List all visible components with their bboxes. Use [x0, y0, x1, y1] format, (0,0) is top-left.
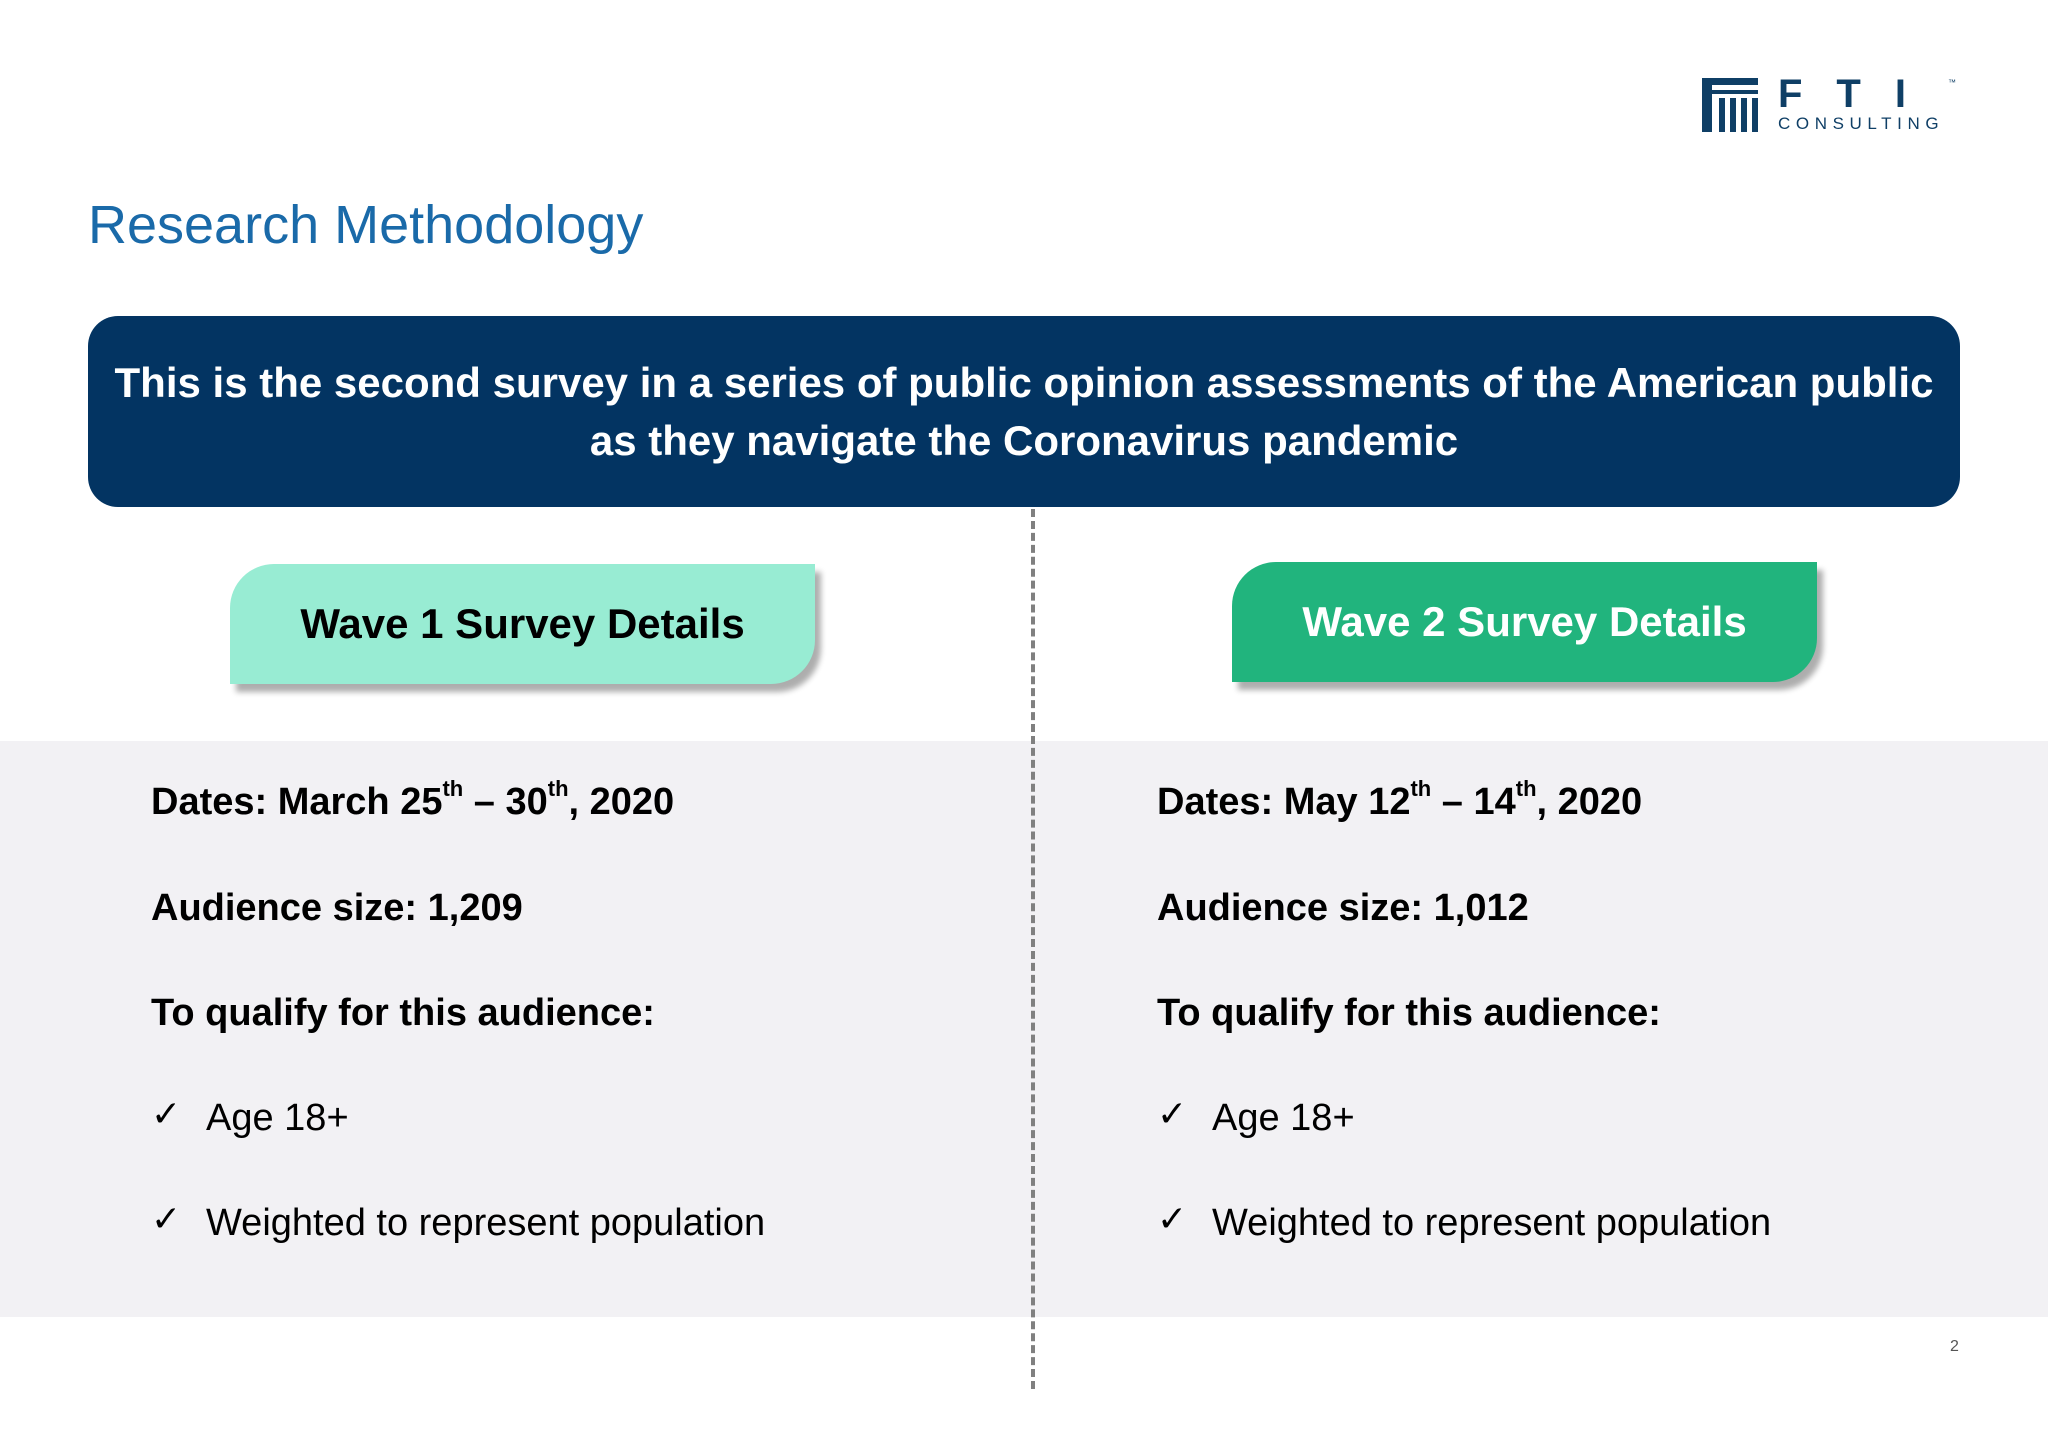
- wave-1-heading-pill: [230, 564, 815, 684]
- column-divider: [1031, 509, 1035, 1389]
- check-icon: ✓: [151, 1199, 182, 1240]
- wave-1-criterion-weighted: Weighted to represent population: [206, 1202, 766, 1244]
- check-icon: ✓: [1157, 1094, 1188, 1135]
- building-columns-icon: [1702, 78, 1758, 132]
- fti-consulting-logo: [1702, 72, 1962, 136]
- wave-1-heading: Wave 1 Survey Details: [300, 600, 745, 647]
- wave-2-criterion-weighted: Weighted to represent population: [1212, 1202, 1772, 1244]
- wave-2-audience-size: Audience size: 1,012: [1157, 887, 1529, 929]
- summary-banner: [88, 316, 1960, 507]
- banner-text: This is the second survey in a series of public opinion assessments of the American public as they navigate the Coronavirus pandemic: [114, 358, 1934, 464]
- wave-2-criterion-age: Age 18+: [1212, 1097, 1355, 1139]
- wave-1-qualify-heading: To qualify for this audience:: [151, 992, 655, 1034]
- wave-1-criterion-age: Age 18+: [206, 1097, 349, 1139]
- wave-1-dates: Dates: March 25th – 30th, 2020: [151, 776, 675, 823]
- logo-letters: FTI: [1778, 72, 1940, 116]
- wave-2-heading-pill: [1232, 562, 1817, 682]
- wave-2-qualify-heading: To qualify for this audience:: [1157, 992, 1661, 1034]
- wave-1-audience-size: Audience size: 1,209: [151, 887, 523, 929]
- page-title: Research Methodology: [88, 195, 644, 255]
- check-icon: ✓: [1157, 1199, 1188, 1240]
- check-icon: ✓: [151, 1094, 182, 1135]
- logo-subtitle: CONSULTING: [1778, 114, 1945, 133]
- wave-2-heading: Wave 2 Survey Details: [1302, 598, 1747, 645]
- logo-trademark: ™: [1948, 78, 1956, 87]
- page-number: 2: [1950, 1338, 1959, 1355]
- wave-2-dates: Dates: May 12th – 14th, 2020: [1157, 776, 1643, 823]
